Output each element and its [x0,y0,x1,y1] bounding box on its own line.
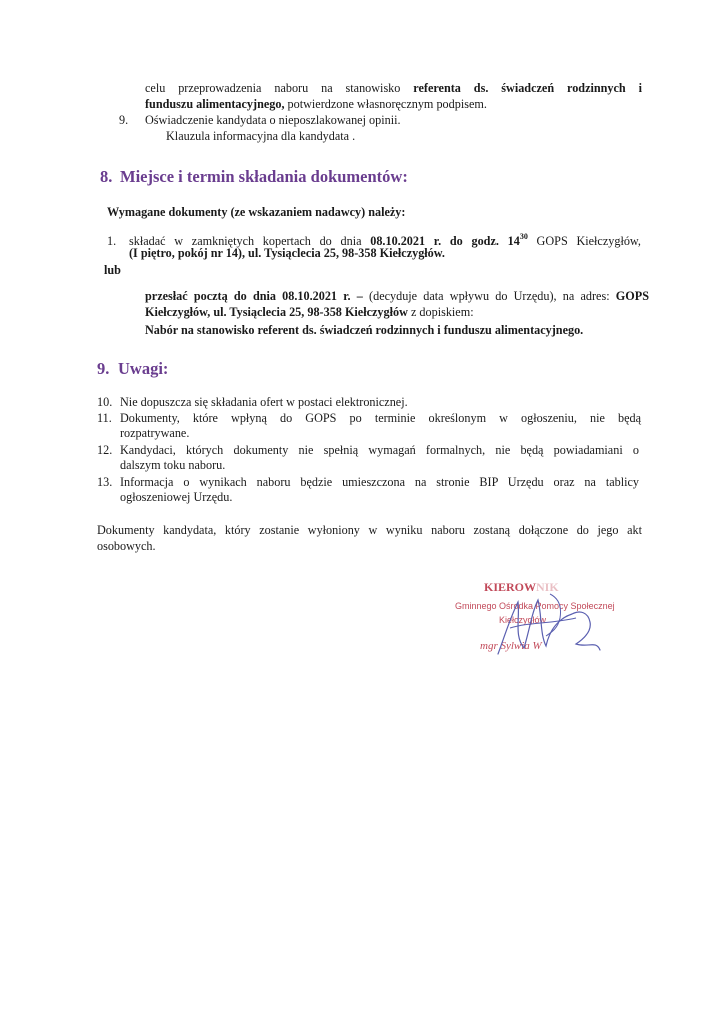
list-item-text-cont: ogłoszeniowej Urzędu. [120,490,233,504]
closing-text: Dokumenty kandydata, który zostanie wyłoniony w wyniku naboru zostaną dołączone do jego akt [97,523,642,537]
clause-text: Klauzula informacyjna dla kandydata . [166,129,356,143]
post-deadline: przesłać pocztą do dnia 08.10.2021 r. – [145,289,363,303]
closing-text-cont: osobowych. [97,539,156,553]
envelope-annotation: Nabór na stanowisko referent ds. świadczeń rodzinnych i funduszu alimentacyjnego. [145,323,584,337]
position-name-part2: funduszu alimentacyjnego, [145,97,285,111]
post-line-1 [145,288,649,304]
signature-scribble [480,588,610,660]
list-item-number: 9. [119,113,129,127]
address-text: (I piętro, pokój nr 14), ul. Tysiąclecia 25, 98-358 Kiełczygłów. [129,246,445,260]
post-line-3 [145,322,583,338]
list-item-number: 10. [97,395,113,409]
stamp-line-2-text: Kiełczygłów [499,615,547,625]
list-item-text: Informacja o wynikach naboru będzie umieszczona na stronie BIP Urzędu oraz na tablicy [120,475,639,489]
intro-line-2-text: potwierdzone własnoręcznym podpisem. [284,97,487,111]
post-note: z dopiskiem: [407,305,474,319]
stamp-title-text: KIEROW [484,580,537,594]
list-item-number: 1. [107,234,117,248]
clause-line [166,128,355,144]
list-item-12-cont [120,457,225,473]
section-title: Uwagi: [118,359,169,378]
lub-label [104,262,121,278]
list-item-13-cont [120,489,232,505]
intro-line-1 [145,80,642,96]
stamp-title-faded: NIK [536,580,559,594]
list-item-13 [97,474,639,490]
list-item-text-cont: dalszym toku naboru. [120,458,226,472]
deadline-minutes: 30 [519,232,528,241]
closing-line-1 [97,522,642,538]
list-item-text: Kandydaci, których dokumenty nie spełnią wymagań formalnych, nie będą powiadamiani o [120,443,639,457]
list-item-text: Oświadczenie kandydata o nieposzlakowanej opinii. [145,113,401,127]
list-item-text: Nie dopuszcza się składania ofert w postaci elektronicznej. [120,395,408,409]
list-item-11 [97,410,641,426]
list-item-9 [119,112,401,128]
section-8-subtitle [107,204,405,220]
list-item-11-cont [120,425,189,441]
stamp-line-1-text: Gminnego Ośrodka Pomocy Społecznej [455,601,615,611]
section-8-heading [100,167,408,187]
section-number: 8. [100,167,113,186]
post-address: Kiełczygłów, ul. Tysiąclecia 25, 98-358 Kiełczygłów [145,305,408,319]
section-8-item-1-line-2 [129,245,445,261]
section-9-heading [97,359,168,379]
stamp-signer-text: mgr Sylwia W [480,640,542,652]
list-item-10 [97,394,408,410]
list-item-number: 11. [97,411,112,425]
list-item-text: Dokumenty, które wpłyną do GOPS po terminie określonym w ogłoszeniu, nie będą [120,411,641,425]
intro-line-2 [145,96,487,112]
post-gops: GOPS [615,289,649,303]
post-text: (decyduje data wpływu do Urzędu), na adres: [362,289,616,303]
subtitle-text: Wymagane dokumenty (ze wskazaniem nadawcy) należy: [107,205,406,219]
list-item-number: 12. [97,443,113,457]
lub-text: lub [104,263,121,277]
post-line-2 [145,304,474,320]
deadline-text: 08.10.2021 r. do godz. 14 [370,234,520,248]
section-number: 9. [97,359,110,378]
intro-line-1-text: celu przeprowadzenia naboru na stanowisko [145,81,414,95]
list-item-text-cont: rozpatrywane. [120,426,190,440]
list-item-12 [97,442,639,458]
closing-line-2 [97,538,156,554]
position-name-part1: referenta ds. świadczeń rodzinnych i [413,81,643,95]
list-item-number: 13. [97,475,113,489]
item-text: składać w zamkniętych kopertach do dnia [129,234,371,248]
item-text-end: GOPS Kiełczygłów, [527,234,641,248]
section-title: Miejsce i termin składania dokumentów: [120,167,408,186]
